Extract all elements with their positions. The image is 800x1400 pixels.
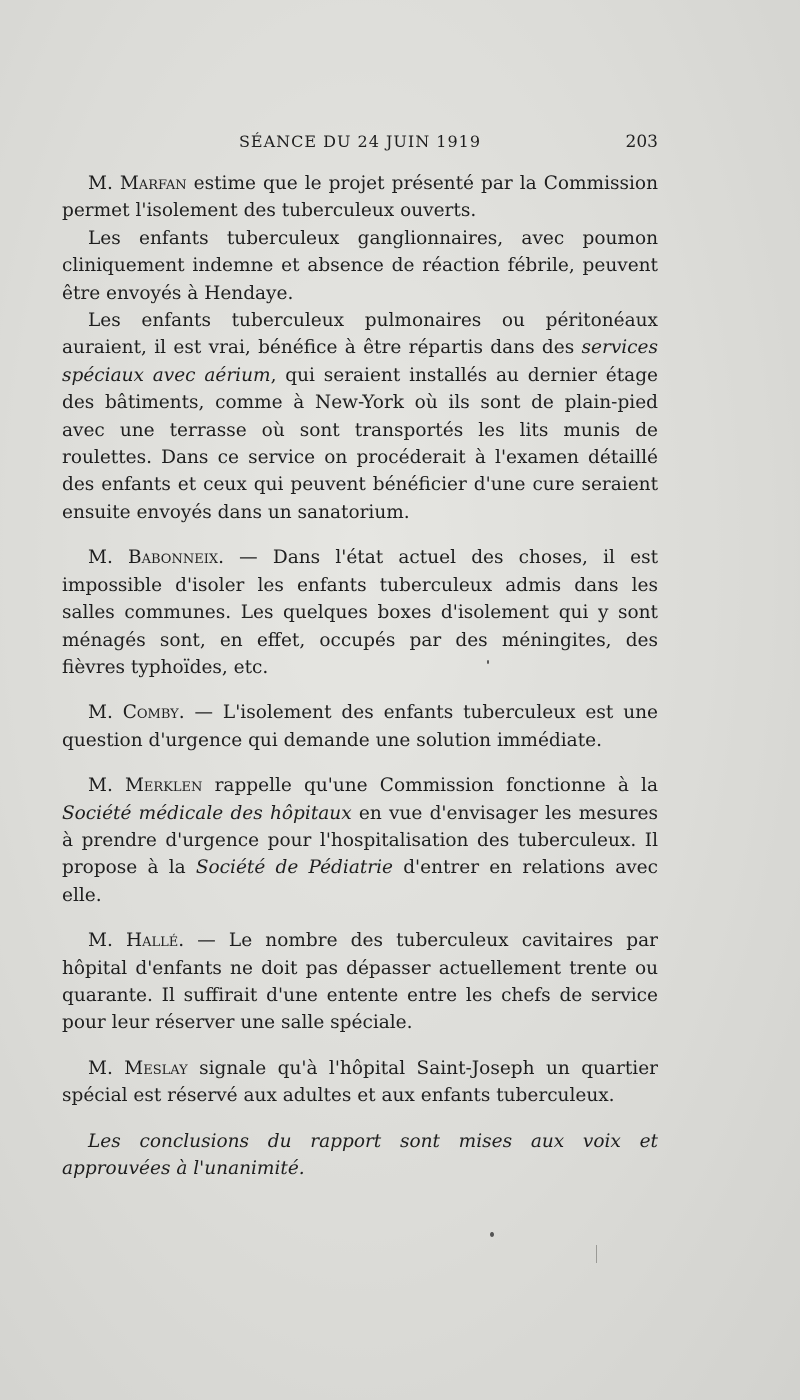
speaker-name: Comby xyxy=(122,702,179,724)
page-header xyxy=(62,130,658,158)
body-text xyxy=(62,170,658,1182)
paragraph-text: rappelle qu'une Commission fonctionne à la xyxy=(202,775,658,797)
speaker-name: Merklen xyxy=(124,775,203,797)
paragraph-conclusions xyxy=(62,1128,658,1183)
speaker-prefix: M. xyxy=(88,547,129,569)
paragraph-text: , qui seraient installés au dernier étage des bâtiments, comme à New-York où ils sont de plain-pied avec une terrasse où sont transportés les lits munis de roulettes. Dans ce service on procéderait à l'examen détaillé des enfants et ceux qui peuvent bénéficier d'une cure seraient ensuite envoyés dans un sanatorium. xyxy=(62,364,659,523)
paragraph-babonneix xyxy=(62,544,658,681)
speaker-prefix: M. xyxy=(88,173,120,194)
speaker-name: Marfan xyxy=(119,173,187,194)
scan-speck xyxy=(487,660,489,664)
italic-phrase: Société de Pédiatrie xyxy=(195,857,393,879)
paragraph-ganglionnaires xyxy=(62,225,658,307)
italic-phrase: services spéciaux avec aérium xyxy=(62,337,658,386)
speaker-prefix: M. xyxy=(88,930,126,952)
running-head: SÉANCE DU 24 JUIN 1919 xyxy=(238,132,482,151)
paragraph-text: signale qu'à l'hôpital Saint-Joseph un quartier spécial est réservé aux adultes et aux enfants tuberculeux. xyxy=(62,1057,658,1107)
page-number: 203 xyxy=(625,132,658,152)
paragraph-text: . — Le nombre des tuberculeux cavitaires par hôpital d'enfants ne doit pas dépasser actuellement trente ou quarante. Il suffirait d'une entente entre les chefs de service pour leur réserver une salle spéciale. xyxy=(62,930,658,1034)
speaker-name: Hallé xyxy=(125,930,179,952)
paragraph-meslay xyxy=(62,1055,658,1110)
italic-phrase: Société médicale des hôpitaux xyxy=(62,802,352,824)
paragraph-text: . — L'isolement des enfants tuberculeux est une question d'urgence qui demande une solution immédiate. xyxy=(62,702,658,751)
scan-speck xyxy=(490,1232,494,1237)
paragraph-text: en vue d'envisager les mesures à prendre d'urgence pour l'hospitalisation des tuberculeux. Il propose à la xyxy=(62,802,658,879)
speaker-name: Meslay xyxy=(124,1057,188,1079)
paragraph-text: Les enfants tuberculeux ganglionnaires, avec poumon cliniquement indemne et absence de réaction fébrile, peuvent être envoyés à Hendaye. xyxy=(62,227,658,304)
scan-speck xyxy=(596,1245,597,1263)
paragraph-merklen xyxy=(62,772,658,909)
paragraph-comby xyxy=(62,699,658,754)
speaker-name: Babonneix xyxy=(128,547,219,569)
paragraph-text: d'entrer en relations avec elle. xyxy=(62,857,658,906)
paragraph-pulmonaires xyxy=(62,307,658,526)
speaker-prefix: M. xyxy=(88,775,125,797)
italic-phrase: Les conclusions du rapport sont mises aux voix et approuvées à l'unanimité. xyxy=(62,1130,658,1179)
paragraph-marfan xyxy=(62,170,658,225)
paragraph-text: . — Dans l'état actuel des choses, il est impossible d'isoler les enfants tuberculeux admis dans les salles communes. Les quelques boxes d'isolement qui y sont ménagés sont, en effet, occupés par des méningites, des fièvres typhoïdes, etc. xyxy=(62,547,658,678)
paragraph-text: Les enfants tuberculeux pulmonaires ou péritonéaux auraient, il est vrai, bénéfice à être répartis dans des xyxy=(62,310,658,359)
paragraph-text: estime que le projet présenté par la Commission permet l'isolement des tuberculeux ouverts. xyxy=(62,173,658,222)
speaker-prefix: M. xyxy=(88,1057,125,1079)
speaker-prefix: M. xyxy=(88,702,123,724)
paragraph-halle xyxy=(62,927,658,1037)
